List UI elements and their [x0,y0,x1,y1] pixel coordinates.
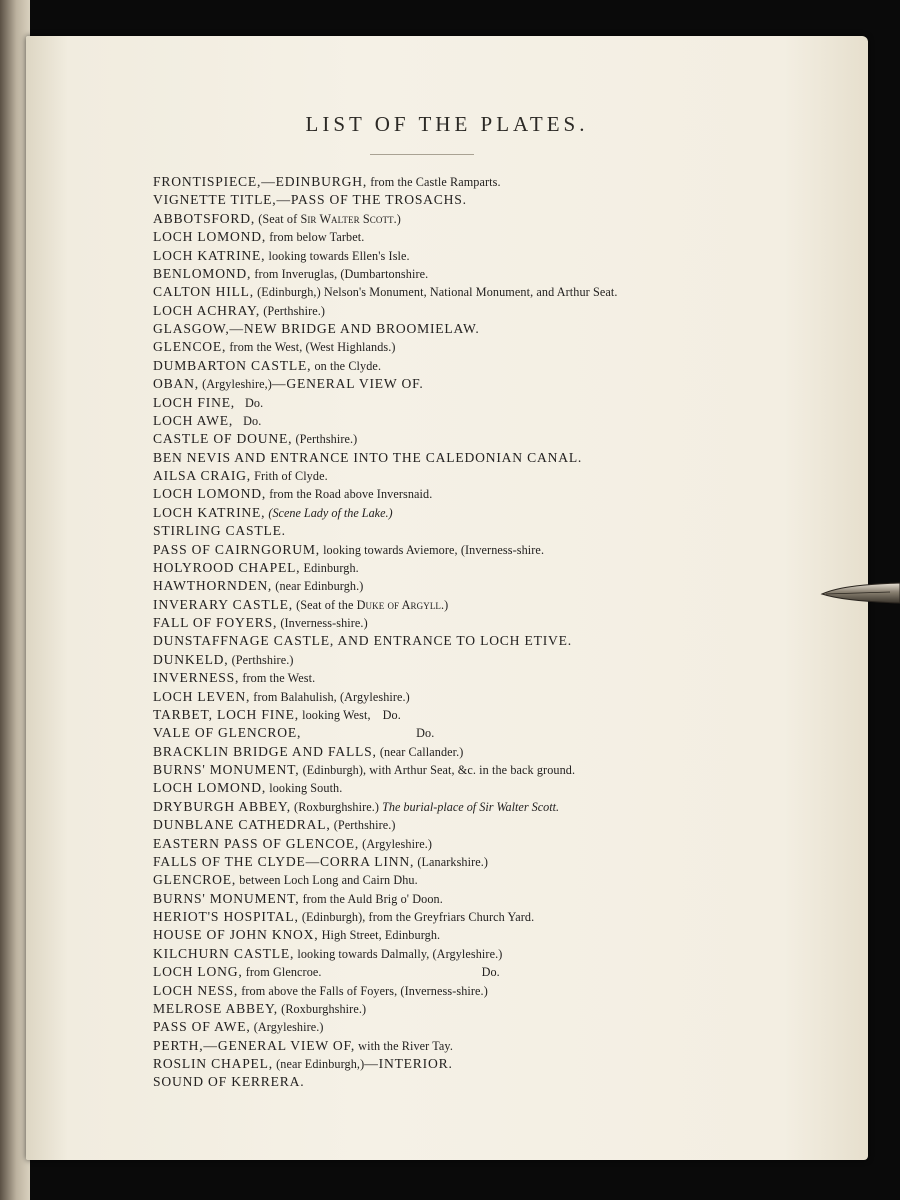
plate-detail: (Perthshire.) [228,652,294,667]
plate-entry [153,1037,618,1055]
plate-detail: .) [441,597,449,612]
plate-detail: from above the Falls of Foyers, (Inverness-shire.) [238,983,488,998]
plate-title: INVERNESS, [153,670,240,686]
plate-entry [153,596,618,614]
plate-title: LOCH LONG, [153,964,243,980]
plate-detail: on the Clyde. [311,358,382,373]
plate-detail: looking West, [298,707,371,722]
plate-detail: with the River Tay. [355,1038,453,1053]
plate-detail: (Inverness-shire.) [277,616,368,630]
plate-detail: from below Tarbet. [266,230,365,245]
plate-entry [153,779,618,797]
plate-title: FRONTISPIECE,—EDINBURGH, [153,174,368,189]
plate-title: OBAN, [153,376,199,392]
ditto-mark: Do. [243,413,262,428]
plate-entry [153,504,618,522]
plate-entry [153,816,618,834]
plate-entry [153,706,618,724]
plate-title: LOCH LOMOND, [153,486,267,502]
plate-smallcaps: Duke of Argyll [356,597,442,612]
plate-title: BEN NEVIS AND ENTRANCE INTO THE CALEDONIAN CANAL. [153,449,583,465]
plate-title: BRACKLIN BRIDGE AND FALLS, [153,743,377,759]
plate-title: FALL OF FOYERS, [153,615,278,630]
plate-detail: (Edinburgh), with Arthur Seat, &c. in the back ground. [299,763,576,777]
plate-title: LOCH LEVEN, [153,688,251,704]
plate-detail: (Argyleshire.) [250,1020,324,1035]
plate-detail: (Roxburghshire.) [278,1001,367,1016]
plate-entry [153,908,618,926]
plate-entry [153,743,618,761]
plate-entry [153,320,618,338]
plate-detail: (near Edinburgh.) [272,579,364,594]
plate-title: ABBOTSFORD, [153,210,256,226]
plate-entry [153,871,618,889]
plate-title: LOCH NESS, [153,982,239,998]
plate-title: —GENERAL VIEW OF. [271,376,424,392]
plate-title: DUMBARTON CASTLE, [153,357,312,373]
plate-detail: (Perthshire.) [292,432,358,447]
plate-title: CALTON HILL, [153,284,254,300]
plate-entry [153,632,618,650]
plate-entry [153,945,618,963]
plates-list [153,173,618,1092]
plate-title: INVERARY CASTLE, [153,596,293,612]
plate-detail: (Roxburghshire.) [290,799,380,814]
plate-title: LOCH LOMOND, [153,229,267,245]
plate-title: DRYBURGH ABBEY, [153,798,291,814]
plate-entry [153,1073,618,1091]
plate-title: MELROSE ABBEY, [153,1000,279,1016]
plate-title: STIRLING CASTLE. [153,523,286,539]
plate-detail: (Perthshire.) [330,818,396,833]
plate-detail: (Argyleshire.) [359,836,433,851]
plate-title: PASS OF AWE, [153,1019,251,1035]
plate-detail: between Loch Long and Cairn Dhu. [236,873,418,888]
pen-nib-icon [820,580,900,606]
plate-entry [153,338,618,356]
plate-title: BENLOMOND, [153,265,252,281]
plate-detail: (Edinburgh,) Nelson's Monument, National Monument, and Arthur Seat. [253,285,618,300]
plate-entry [153,210,618,228]
plate-entry [153,541,618,559]
plate-title: BURNS' MONUMENT, [153,762,300,777]
plate-title: VALE OF GLENCROE, [153,725,302,741]
plate-entry [153,283,618,301]
plate-detail: (Seat of [255,211,301,226]
plate-detail: (near Edinburgh,) [272,1057,365,1071]
plate-title: LOCH FINE, [153,394,236,410]
plate-entry [153,559,618,577]
plate-title: HOUSE OF JOHN KNOX, [153,927,319,943]
plate-title: LOCH LOMOND, [153,780,267,796]
plate-entry [153,467,618,485]
ditto-mark: Do. [416,726,435,741]
plate-entry [153,835,618,853]
plate-entry [153,853,618,871]
plate-detail: .) [393,211,401,226]
plate-title: ROSLIN CHAPEL, [153,1056,273,1071]
plate-title: DUNKELD, [153,651,229,667]
plate-title: VIGNETTE TITLE,—PASS OF THE TROSACHS. [153,192,467,208]
plate-entry [153,430,618,448]
plate-entry [153,1000,618,1018]
plate-entry [153,302,618,320]
plate-detail: from Glencroe. [242,965,322,980]
ditto-mark: Do. [245,395,264,410]
plate-entry [153,982,618,1000]
plate-entry [153,247,618,265]
plate-italic-note: The burial-place of Sir Walter Scott. [379,799,560,814]
plate-title: GLENCOE, [153,339,227,355]
ditto-mark: Do. [481,965,500,980]
plate-title: KILCHURN CASTLE, [153,945,295,961]
plate-entry [153,412,618,430]
plate-detail: (Perthshire.) [260,303,326,318]
plate-entry [153,890,618,908]
plate-detail: looking towards Dalmally, (Argyleshire.) [294,946,503,961]
plate-title: PERTH,—GENERAL VIEW OF, [153,1037,356,1053]
plate-entry [153,375,618,393]
plate-detail: from Inveruglas, (Dumbartonshire. [251,266,429,281]
plate-title: SOUND OF KERRERA. [153,1074,305,1090]
plate-entry [153,265,618,283]
plate-entry [153,173,618,191]
plate-detail: (Seat of the [292,597,357,612]
plate-title: BURNS' MONUMENT, [153,890,300,906]
plate-entry [153,522,618,540]
plate-title: HERIOT'S HOSPITAL, [153,909,299,924]
plate-title: DUNSTAFFNAGE CASTLE, AND ENTRANCE TO LOCH ETIVE. [153,633,572,649]
plate-detail: from the West. [239,671,316,686]
plate-title: LOCH ACHRAY, [153,302,261,318]
plate-title: LOCH AWE, [153,412,234,428]
plate-detail: from Balahulish, (Argyleshire.) [250,689,410,704]
plate-title: GLENCROE, [153,872,237,888]
plate-entry [153,669,618,687]
plate-entry [153,761,618,779]
plate-entry [153,357,618,375]
book-page [26,36,868,1160]
plate-detail: looking towards Ellen's Isle. [265,248,410,263]
plate-detail: from the West, (West Highlands.) [226,340,396,355]
plate-title: —INTERIOR. [364,1056,453,1071]
plate-detail: (near Callander.) [376,744,464,759]
plate-title: HOLYROOD CHAPEL, [153,559,301,575]
plate-title: EASTERN PASS OF GLENCOE, [153,835,360,851]
plate-entry [153,926,618,944]
plate-detail: looking South. [266,781,343,796]
plate-entry [153,688,618,706]
plate-entry [153,449,618,467]
plate-entry [153,1055,618,1073]
plate-title: HAWTHORNDEN, [153,578,273,594]
plate-entry [153,228,618,246]
plate-detail: (Edinburgh), from the Greyfriars Church Yard. [298,910,535,924]
plate-title: GLASGOW,—NEW BRIDGE AND BROOMIELAW. [153,321,480,336]
page-title: LIST OF THE PLATES. [305,112,589,136]
plate-entry [153,191,618,209]
plate-entry [153,614,618,632]
plate-title: DUNBLANE CATHEDRAL, [153,817,331,833]
plate-smallcaps: Sir Walter Scott [300,211,394,226]
plate-detail: (Lanarkshire.) [414,854,489,869]
plate-title: FALLS OF THE CLYDE—CORRA LINN, [153,853,415,869]
plate-entry [153,798,618,816]
plate-entry [153,724,618,742]
plate-italic-note: (Scene Lady of the Lake.) [265,505,393,520]
plate-title: AILSA CRAIG, [153,468,251,483]
plate-title: LOCH KATRINE, [153,504,266,520]
plate-detail: from the Auld Brig o' Doon. [299,891,443,906]
plate-entry [153,577,618,595]
plate-detail: High Street, Edinburgh. [318,928,441,943]
plate-detail: Edinburgh. [300,560,359,575]
plate-entry [153,1018,618,1036]
plate-detail: Frith of Clyde. [250,469,328,483]
plate-detail: looking towards Aviemore, (Inverness-shire. [319,542,545,557]
plate-entry [153,485,618,503]
plate-detail: (Argyleshire,) [198,377,272,392]
ditto-mark: Do. [382,707,401,722]
plate-title: CASTLE OF DOUNE, [153,431,293,447]
plate-title: TARBET, LOCH FINE, [153,706,299,722]
plate-entry [153,651,618,669]
plate-detail: from the Road above Inversnaid. [266,487,433,502]
plate-detail: from the Castle Ramparts. [367,175,501,189]
plate-entry [153,394,618,412]
plate-title: LOCH KATRINE, [153,247,266,263]
plate-title: PASS OF CAIRNGORUM, [153,541,320,557]
title-ornament-rule [370,154,474,157]
plate-entry [153,963,618,981]
